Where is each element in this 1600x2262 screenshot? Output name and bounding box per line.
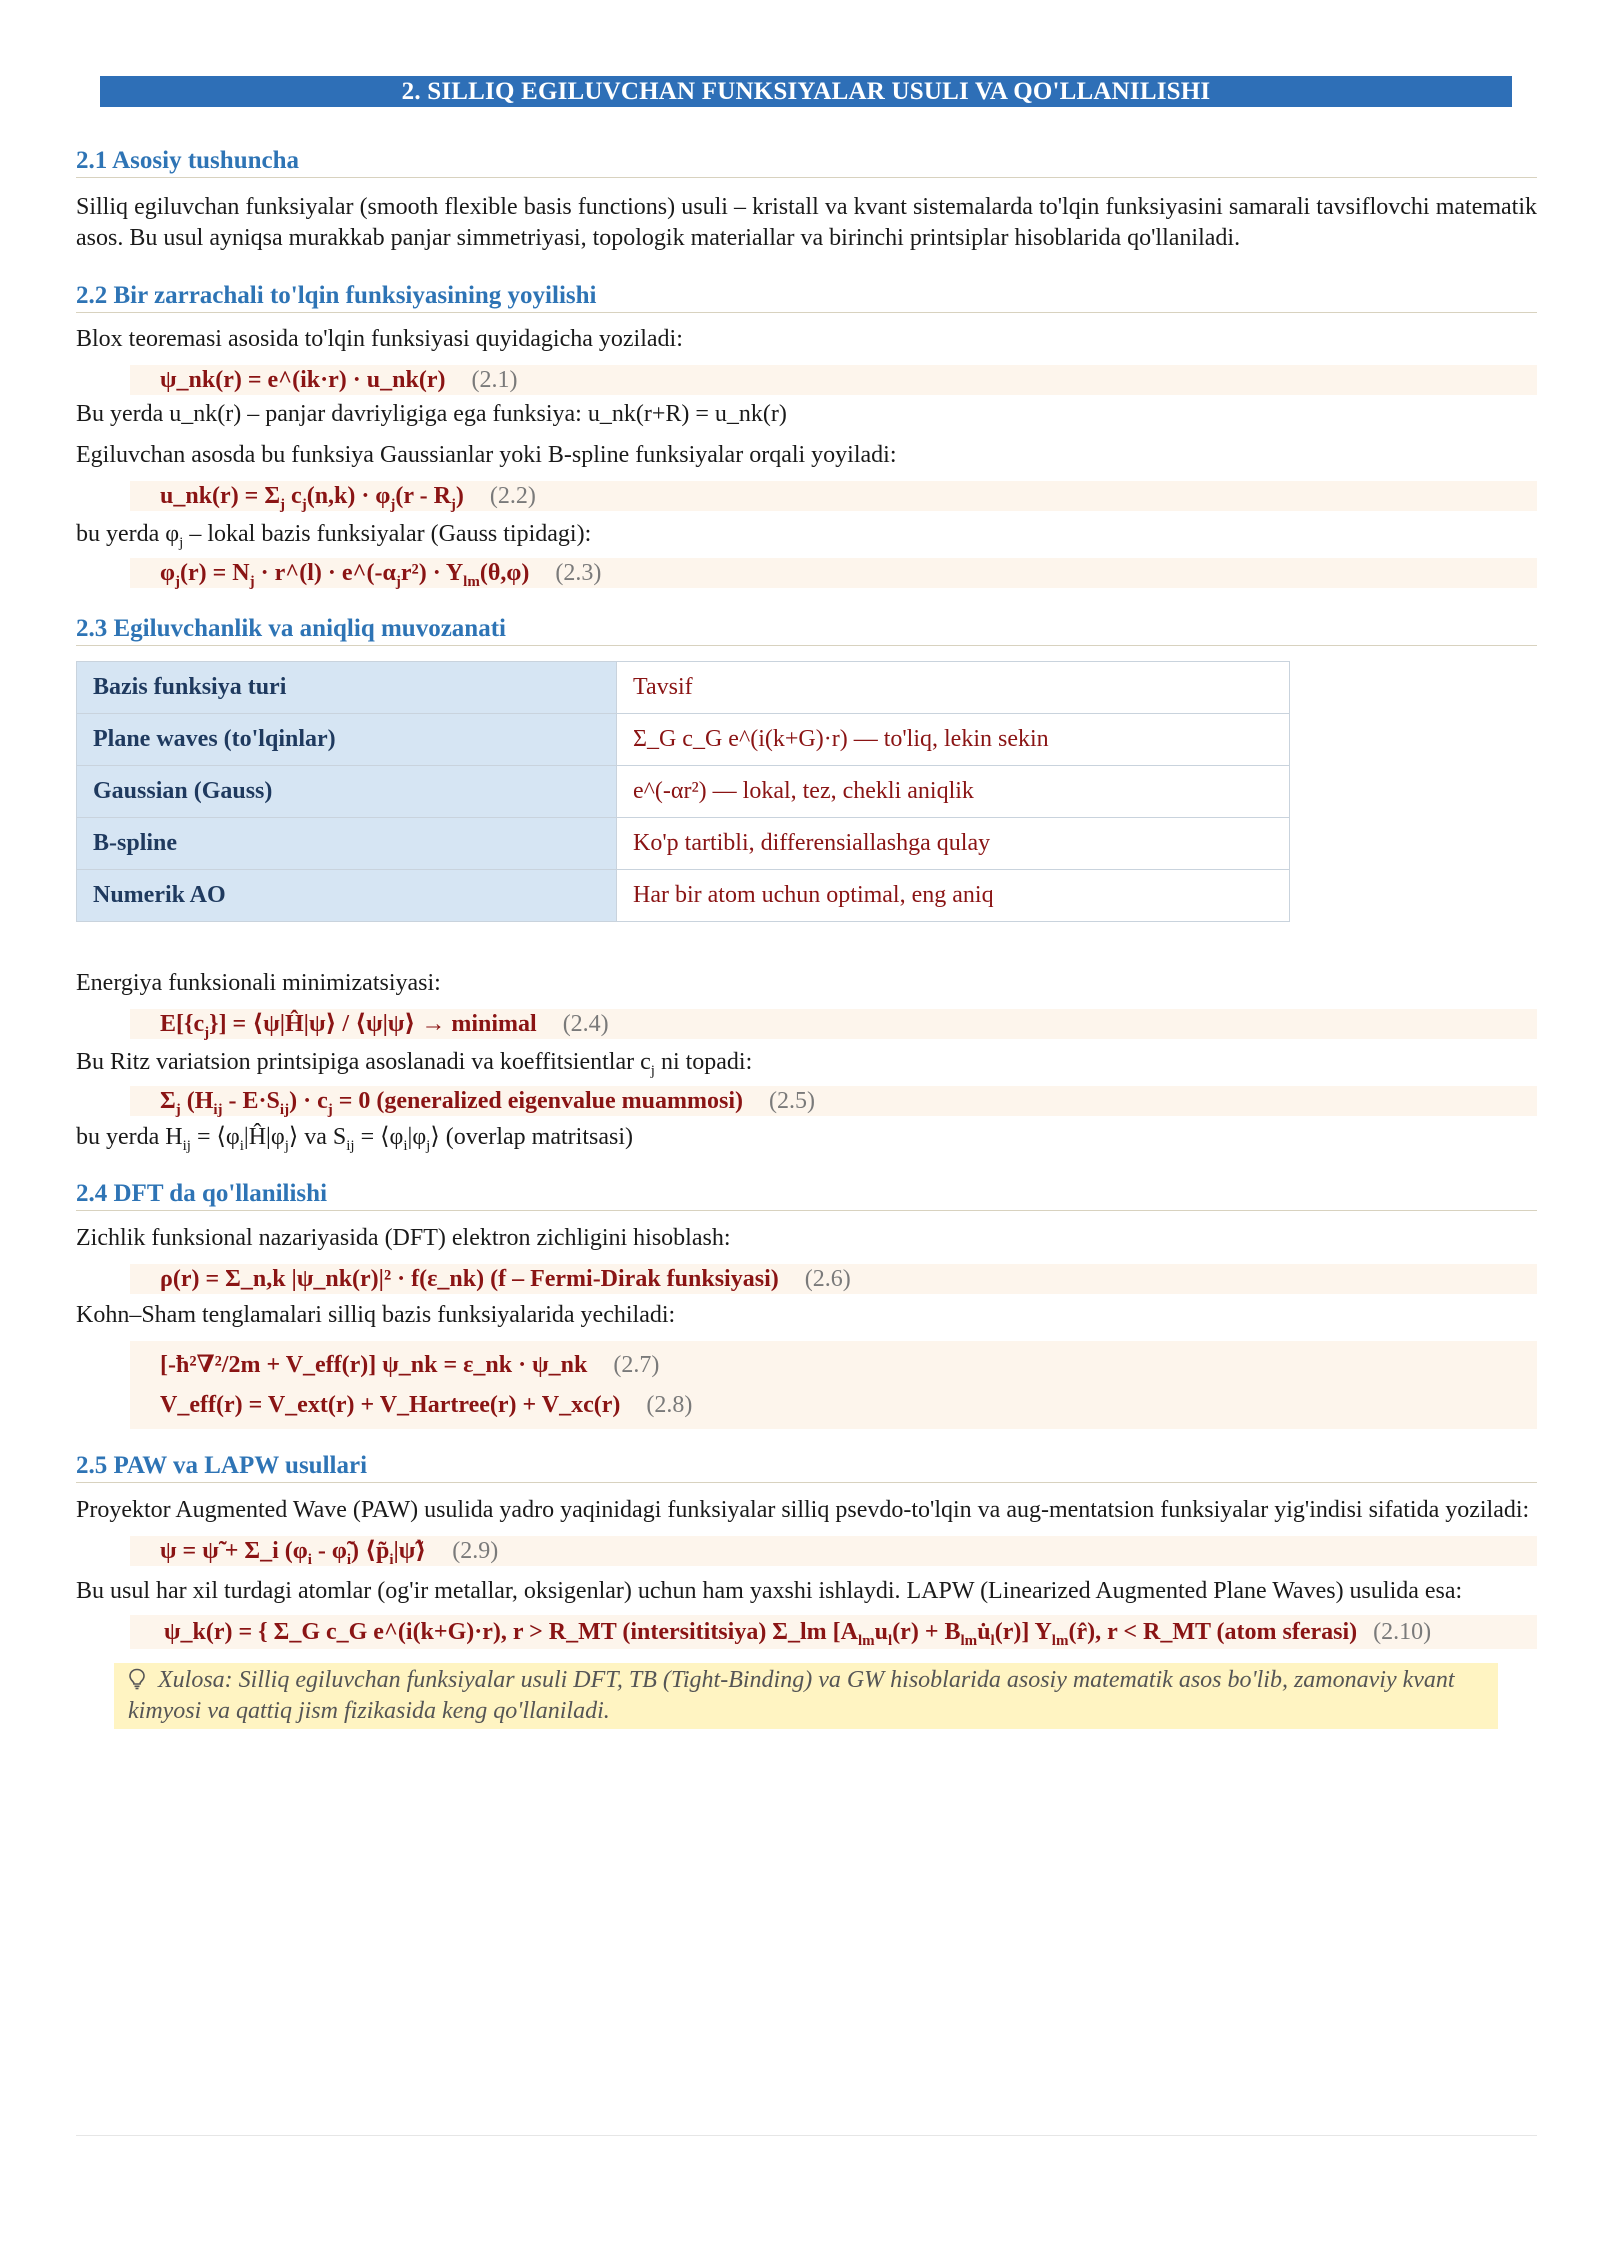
equation-2-2: u_nk(r) = $\Sigma_j$ $c_j(n,k) \cdot \varphi_j(r - R_j)$ (2.2) [130,481,1537,511]
document-content [76,76,1537,1729]
equation-2-8: V_eff(r) = V_ext(r) + V_Hartree(r) + V_xc(r) (2.8) [160,1392,693,1418]
table-row [77,714,1290,766]
footer-rule [76,2135,1537,2136]
equation-2-7: [-ħ²∇²/2m + V_eff(r)] ψ_nk = ε_nk · ψ_nk (2.7) [160,1352,660,1378]
bulb-icon [128,1667,152,1693]
paragraph-energy: Energiya funksionali minimizatsiyasi: [76,970,441,996]
table-row [77,870,1290,922]
equation-2-10: ψ_k(r) = { Σ_G c_G e^(i(k+G)·r), r > R_MT (intersititsiya) Σ_lm [$A_{lm}u_l(r)$ + $B_{lm}u̇_l(r)$] $Y_{lm}(r̂)$, r < R_MT (atom sferasi) (2.10) [130,1615,1537,1649]
equation-2-1: ψ_nk(r) = e^(ik·r) · u_nk(r) (2.1) [130,365,1537,395]
basis-type-cell: B-spline [77,818,617,870]
conclusion-note [114,1663,1498,1729]
section-title-2-1: 2.1 Asosiy tushuncha [76,144,1537,178]
section-title-2-3: 2.3 Egiluvchanlik va aniqliq muvozanati [76,612,1537,646]
basis-type-cell: Plane waves (to'lqinlar) [77,714,617,766]
paragraph-2-1: Silliq egiluvchan funksiyalar (smooth flexible basis functions) usuli – kristall va kvant sistemalarda to'lqin funksiyasini samarali tavsiflovchi matematik asos. Bu usul ayniqsa murakkab panjar simmetriyasi, topologik materiallar va birinchi printsiplar hisoblarida qo'llaniladi. [76,194,1537,251]
paragraph-paw: Proyektor Augmented Wave (PAW) usulida yadro yaqinidagi funksiyalar silliq psevdo-to'lqin va aug-mentatsion funksiyalar yig'indisi sifatida yoziladi: [76,1497,1530,1523]
basis-table [76,661,1290,922]
paragraph-expansion: Egiluvchan asosda bu funksiya Gaussianlar yoki B-spline funksiyalar orqali yoyiladi: [76,442,897,468]
basis-type-cell: Gaussian (Gauss) [77,766,617,818]
paragraph-kohn-sham: Kohn–Sham tenglamalari silliq bazis funksiyalarida yechiladi: [76,1302,676,1328]
table-row [77,662,1290,714]
basis-type-cell: Bazis funksiya turi [77,662,617,714]
table-row [77,766,1290,818]
equation-2-4: $E[\{c_j\}]$ = ⟨ψ|Ĥ|ψ⟩ / ⟨ψ|ψ⟩ → minimal (2.4) [130,1009,1537,1039]
description-cell: Har bir atom uchun optimal, eng aniq [617,870,1290,922]
basis-type-cell: Numerik AO [77,870,617,922]
description-cell: Ko'p tartibli, differensiallashga qulay [617,818,1290,870]
table-row [77,818,1290,870]
equation-2-9: ψ = ψ̃ + Σ_i ($\varphi_i$ - $\varphĩ_i$) $⟨p̃_i|\psĩ⟩$ (2.9) [130,1536,1537,1566]
equation-2-3: $\varphi_j(r) = N_j$ · r^(l) · $e\^{}(-\alpha_jr^2) \cdot Y_{lm}(\theta,\varphi)$ (2.3) [130,558,1537,588]
section-title-2-5: 2.5 PAW va LAPW usullari [76,1449,1537,1483]
paragraph-overlap: bu yerda $H_{ij}$ = $⟨\varphi_i|Ĥ|\varphi_j⟩$ va $S_{ij}$ = $⟨\varphi_i|\varphi_j⟩$ (overlap matritsasi) [76,1124,633,1154]
equation-2-6: ρ(r) = Σ_n,k |ψ_nk(r)|² · f(ε_nk) (f – Fermi-Dirak funksiyasi) (2.6) [130,1264,1537,1294]
description-cell: Σ_G c_G e^(i(k+G)·r) — to'liq, lekin sekin [617,714,1290,766]
conclusion-text: Xulosa: Silliq egiluvchan funksiyalar usuli DFT, TB (Tight-Binding) va GW hisoblarida asosiy matematik asos bo'lib, zamonaviy kvant kimyosi va qattiq jism fizikasida keng qo'llaniladi. [128,1667,1455,1724]
description-cell: e^(-αr²) — lokal, tez, chekli aniqlik [617,766,1290,818]
section-title-2-4: 2.4 DFT da qo'llanilishi [76,1177,1537,1211]
paragraph-lapw: Bu usul har xil turdagi atomlar (og'ir metallar, oksigenlar) uchun ham yaxshi ishlaydi. LAPW (Linearized Augmented Plane Waves) usulida esa: [76,1578,1463,1604]
paragraph-ritz: Bu Ritz variatsion printsipiga asoslanadi va koeffitsientlar $c_j$ ni topadi: [76,1049,753,1079]
description-cell: Tavsif [617,662,1290,714]
equation-block-2-7-2-8 [130,1341,1537,1429]
paragraph-dft: Zichlik funksional nazariyasida (DFT) elektron zichligini hisoblash: [76,1225,731,1251]
paragraph-periodic: Bu yerda u_nk(r) – panjar davriyligiga ega funksiya: u_nk(r+R) = u_nk(r) [76,401,787,427]
chapter-banner: 2. SILLIQ EGILUVCHAN FUNKSIYALAR USULI VA QO'LLANILISHI [100,76,1512,107]
equation-2-5: $\Sigma_j$ $(H_{ij} - E\cdot S_{ij}) \cdot c_j = 0$ (generalized eigenvalue muammosi) (2.5) [130,1086,1537,1116]
section-title-2-2: 2.2 Bir zarrachali to'lqin funksiyasining yoyilishi [76,279,1537,313]
paragraph-local-basis: bu yerda $\varphi_j$ – lokal bazis funksiyalar (Gauss tipidagi): [76,521,592,551]
paragraph-blox: Blox teoremasi asosida to'lqin funksiyasi quyidagicha yoziladi: [76,326,683,352]
